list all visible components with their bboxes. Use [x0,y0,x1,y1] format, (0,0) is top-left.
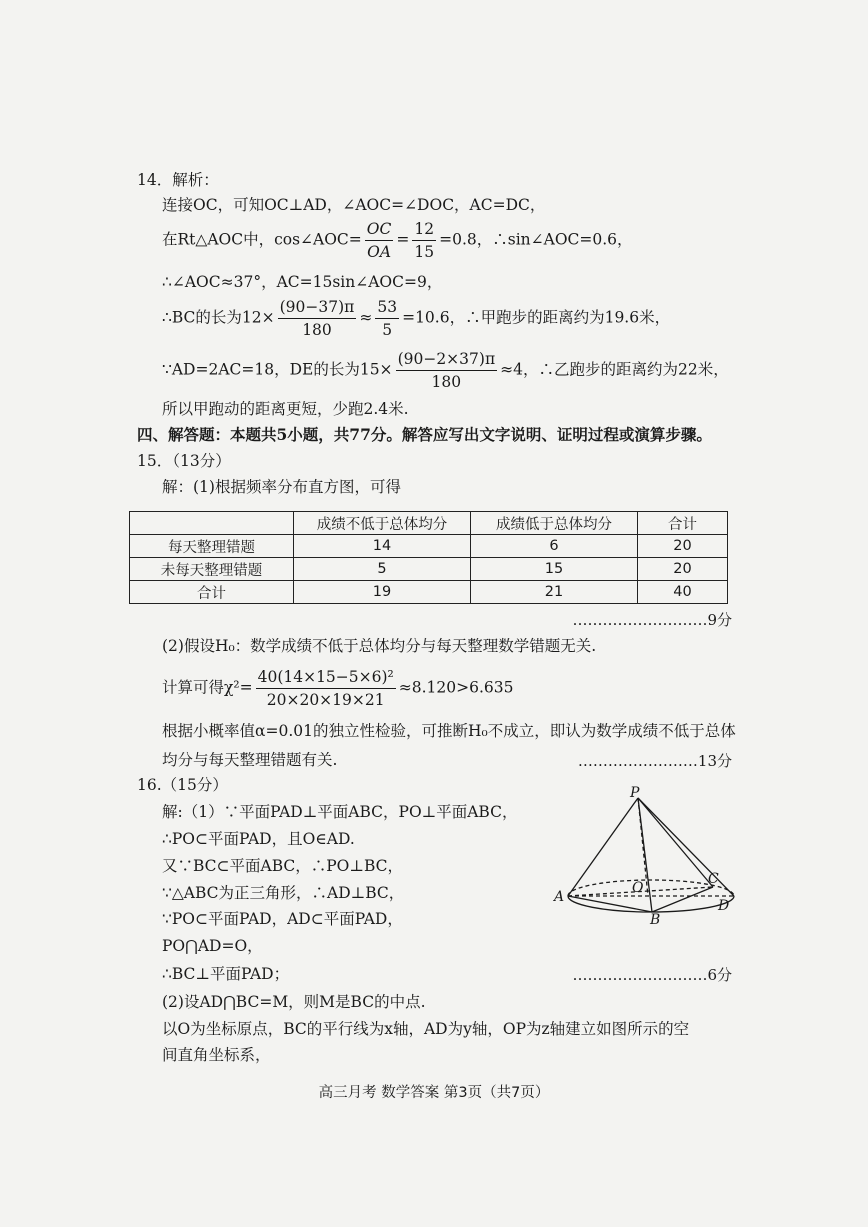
q15-score-1: ………………………9分 [572,611,732,629]
q14-line5-prefix: ∵AD=2AC=18，DE的长为15× [162,360,393,379]
q14-line5 [162,348,729,393]
fraction-numerator: 40(14×15−5×6)² [256,666,396,689]
table-cell: 6 [471,535,638,558]
page-footer: 高三月考 数学答案 第3页（共7页） [318,1085,550,1101]
label-o: O [632,880,644,896]
q15-line5: 均分与每天整理错题有关. [162,751,338,769]
table-cell: 14 [294,535,471,558]
equals-sign: = [396,230,410,249]
q15-line1: 解：(1)根据频率分布直方图，可得 [162,478,401,496]
q15-line3 [162,666,514,711]
table-cell: 19 [294,581,471,604]
fraction-denominator: 180 [431,373,462,391]
fraction-12-15 [412,218,436,263]
q15-heading: 15．（13分） [137,452,231,470]
table-row [130,581,728,604]
q14-line4-prefix: ∴BC的长为12× [162,308,275,327]
fraction-oc-oa [365,218,394,263]
q16-line4: ∵△ABC为正三角形，∴AD⊥BC， [162,884,405,902]
fraction-numerator: 12 [412,218,436,241]
q16-line6: PO⋂AD=O， [162,937,263,955]
edge-pc [638,798,713,887]
q14-line2 [162,218,633,263]
table-cell: 未每天整理错题 [130,558,294,581]
fraction-denominator: OA [367,243,392,261]
q14-line2-suffix: =0.8，∴sin∠AOC=0.6， [439,230,633,249]
table-cell: 5 [294,558,471,581]
table-header-cell: 合计 [638,512,728,535]
fraction-denominator: 20×20×19×21 [266,691,385,709]
table-header-cell: 成绩低于总体均分 [471,512,638,535]
q14-line4-suffix: =10.6，∴甲跑步的距离约为19.6米， [402,308,671,327]
approx-sign: ≈ [359,308,373,327]
section-4-heading: 四、解答题：本题共5小题，共77分。解答应写出文字说明、证明过程或演算步骤。 [137,425,712,444]
q16-line9: 以O为坐标原点，BC的平行线为x轴，AD为y轴，OP为z轴建立如图所示的空 [162,1020,690,1038]
q16-line10: 间直角坐标系， [162,1046,271,1064]
table-cell: 21 [471,581,638,604]
q16-line3: 又∵BC⊂平面ABC，∴PO⊥BC， [162,857,404,875]
q16-score-1: ………………………6分 [572,966,732,984]
fraction-numerator: (90−2×37)π [396,348,498,371]
q16-heading: 16.（15分） [137,776,228,794]
q14-line1: 连接OC，可知OC⊥AD，∠AOC=∠DOC，AC=DC， [162,196,546,214]
fraction-chi-square [256,666,396,711]
fraction-numerator: 53 [375,296,399,319]
fraction-arc-bc [278,296,357,341]
table-row [130,535,728,558]
q16-line1: 解:（1）∵平面PAD⊥平面ABC，PO⊥平面ABC， [162,803,518,821]
contingency-table [129,511,728,604]
q16-line8: (2)设AD⋂BC=M，则M是BC的中点. [162,993,426,1011]
cone-figure [548,786,738,926]
fraction-denominator: 5 [382,321,393,339]
q15-line3-prefix: 计算可得χ²= [162,678,253,697]
q16-line7: ∴BC⊥平面PAD； [162,965,290,983]
label-p: P [630,786,640,801]
q15-line2: (2)假设H₀：数学成绩不低于总体均分与每天整理数学错题无关. [162,637,597,655]
q15-line4: 根据小概率值α=0.01的独立性检验，可推断H₀不成立，即认为数学成绩不低于总体 [162,722,736,740]
q14-line3: ∴∠AOC≈37°，AC=15sin∠AOC=9， [162,273,443,291]
q16-line5: ∵PO⊂平面PAD，AD⊂平面PAD， [162,910,403,928]
table-cell: 40 [638,581,728,604]
fraction-denominator: 15 [414,243,435,261]
q15-line3-suffix: ≈8.120>6.635 [398,678,514,697]
label-b: B [650,912,661,926]
table-row [130,558,728,581]
label-a: A [554,889,565,905]
table-cell: 20 [638,558,728,581]
label-d: D [718,898,730,914]
fraction-numerator: (90−37)π [278,296,357,319]
table-header-row [130,512,728,535]
q14-line5-suffix: ≈4，∴乙跑步的距离约为22米， [500,360,729,379]
fraction-arc-de [396,348,498,393]
table-cell: 每天整理错题 [130,535,294,558]
table-header-cell [130,512,294,535]
q14-line6: 所以甲跑动的距离更短，少跑2.4米. [162,400,409,418]
table-cell: 15 [471,558,638,581]
fraction-denominator: 180 [302,321,332,339]
q16-line2: ∴PO⊂平面PAD，且O∈AD. [162,830,355,848]
label-c: C [708,871,719,887]
table-cell: 20 [638,535,728,558]
table-header-cell: 成绩不低于总体均分 [294,512,471,535]
q14-line2-prefix: 在Rt△AOC中，cos∠AOC= [162,230,362,249]
fraction-numerator: OC [365,218,394,241]
q15-score-2: ……………………13分 [577,752,732,770]
fraction-53-5 [375,296,399,341]
table-cell: 合计 [130,581,294,604]
q14-heading: 14．解析： [137,171,219,189]
q14-line4 [162,296,670,341]
